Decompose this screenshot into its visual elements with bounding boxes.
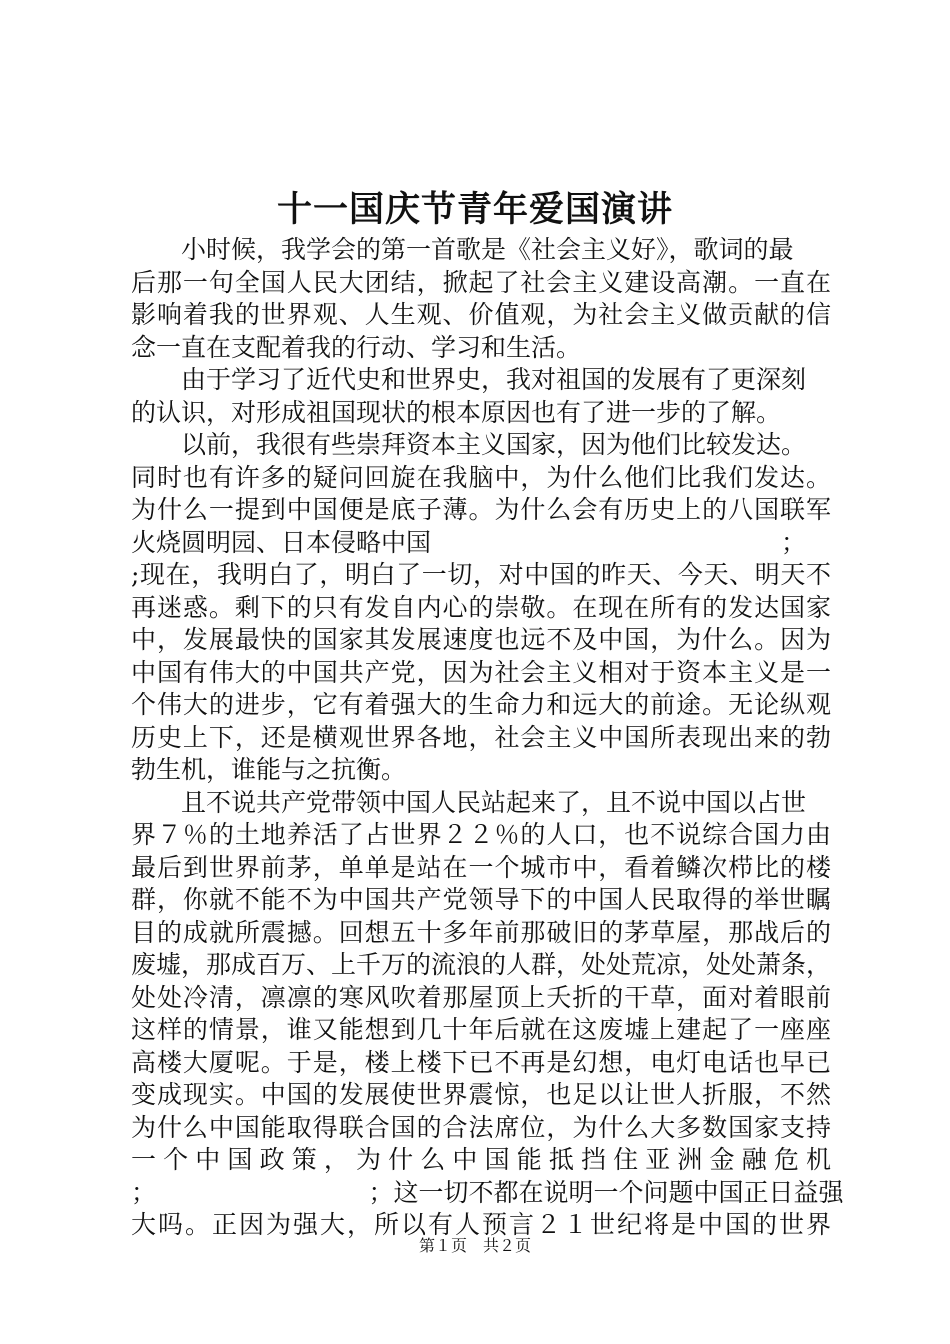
text-line: 高楼大厦呢。于是，楼上楼下已不再是幻想，电灯电话也早已 <box>131 1047 831 1077</box>
document-body <box>131 234 844 1242</box>
text-line: 后那一句全国人民大团结，掀起了社会主义建设高潮。一直在 <box>131 267 831 297</box>
text-line: 目的成就所震撼。回想五十多年前那破旧的茅草屋，那战后的 <box>131 917 831 947</box>
text-line: 中国有伟大的中国共产党，因为社会主义相对于资本主义是一 <box>131 657 831 687</box>
text-line: 历史上下，还是横观世界各地，社会主义中国所表现出来的勃 <box>131 722 831 752</box>
text-line: 的认识，对形成祖国现状的根本原因也有了进一步的了解。 <box>131 397 782 427</box>
text-line: 影响着我的世界观、人生观、价值观，为社会主义做贡献的信 <box>131 300 831 329</box>
text-line: 一个中国政策，为什么中国能抵挡住亚洲金融危机 <box>131 1145 831 1174</box>
text-line: 且不说共产党带领中国人民站起来了，且不说中国以占世 <box>181 787 807 817</box>
text-line: 为什么中国能取得联合国的合法席位，为什么大多数国家支持 <box>131 1112 831 1142</box>
text-line: 同时也有许多的疑问回旋在我脑中，为什么他们比我们发达。 <box>131 462 831 492</box>
text-line: 为什么一提到中国便是底子薄。为什么会有历史上的八国联军 <box>131 495 831 524</box>
page-footer: 第１页 共２页 <box>418 1236 531 1255</box>
text-line: 废墟，那成百万、上千万的流浪的人群，处处荒凉，处处萧条， <box>131 950 832 979</box>
text-line: 个伟大的进步，它有着强大的生命力和远大的前途。无论纵观 <box>131 690 831 719</box>
text-line: 中，发展最快的国家其发展速度也远不及中国，为什么。因为 <box>131 625 831 654</box>
text-line: 念一直在支配着我的行动、学习和生活。 <box>131 332 582 362</box>
text-line: ； ；这一切不都在说明一个问题中国正日益强 <box>131 1177 844 1207</box>
text-line: 火烧圆明园、日本侵略中国 ； <box>131 527 807 557</box>
text-line: 以前，我很有些崇拜资本主义国家，因为他们比较发达。 <box>181 430 807 459</box>
text-line: 处处冷清，凛凛的寒风吹着那屋顶上夭折的干草，面对着眼前 <box>131 982 831 1012</box>
text-line: 小时候，我学会的第一首歌是《社会主义好》，歌词的最 <box>181 235 794 264</box>
text-line: 变成现实。中国的发展使世界震惊，也足以让世人折服，不然 <box>131 1080 831 1109</box>
text-line: 群，你就不能不为中国共产党领导下的中国人民取得的举世瞩 <box>131 885 831 914</box>
text-line: 界７％的土地养活了占世界２２％的人口，也不说综合国力由 <box>131 820 831 849</box>
text-line: 最后到世界前茅，单单是站在一个城市中，看着鳞次栉比的楼 <box>131 852 831 882</box>
document-title: 十一国庆节青年爱国演讲 <box>276 189 673 230</box>
text-line: 由于学习了近代史和世界史，我对祖国的发展有了更深刻 <box>181 365 807 394</box>
text-line: 再迷惑。剩下的只有发自内心的崇敬。在现在所有的发达国家 <box>131 592 831 622</box>
text-line: 这样的情景，谁又能想到几十年后就在这废墟上建起了一座座 <box>131 1015 831 1044</box>
text-line: ;现在，我明白了，明白了一切，对中国的昨天、今天、明天不 <box>131 560 831 589</box>
text-line: 勃生机，谁能与之抗衡。 <box>131 755 407 784</box>
text-line: 大吗。正因为强大，所以有人预言２１世纪将是中国的世界 <box>131 1210 831 1239</box>
